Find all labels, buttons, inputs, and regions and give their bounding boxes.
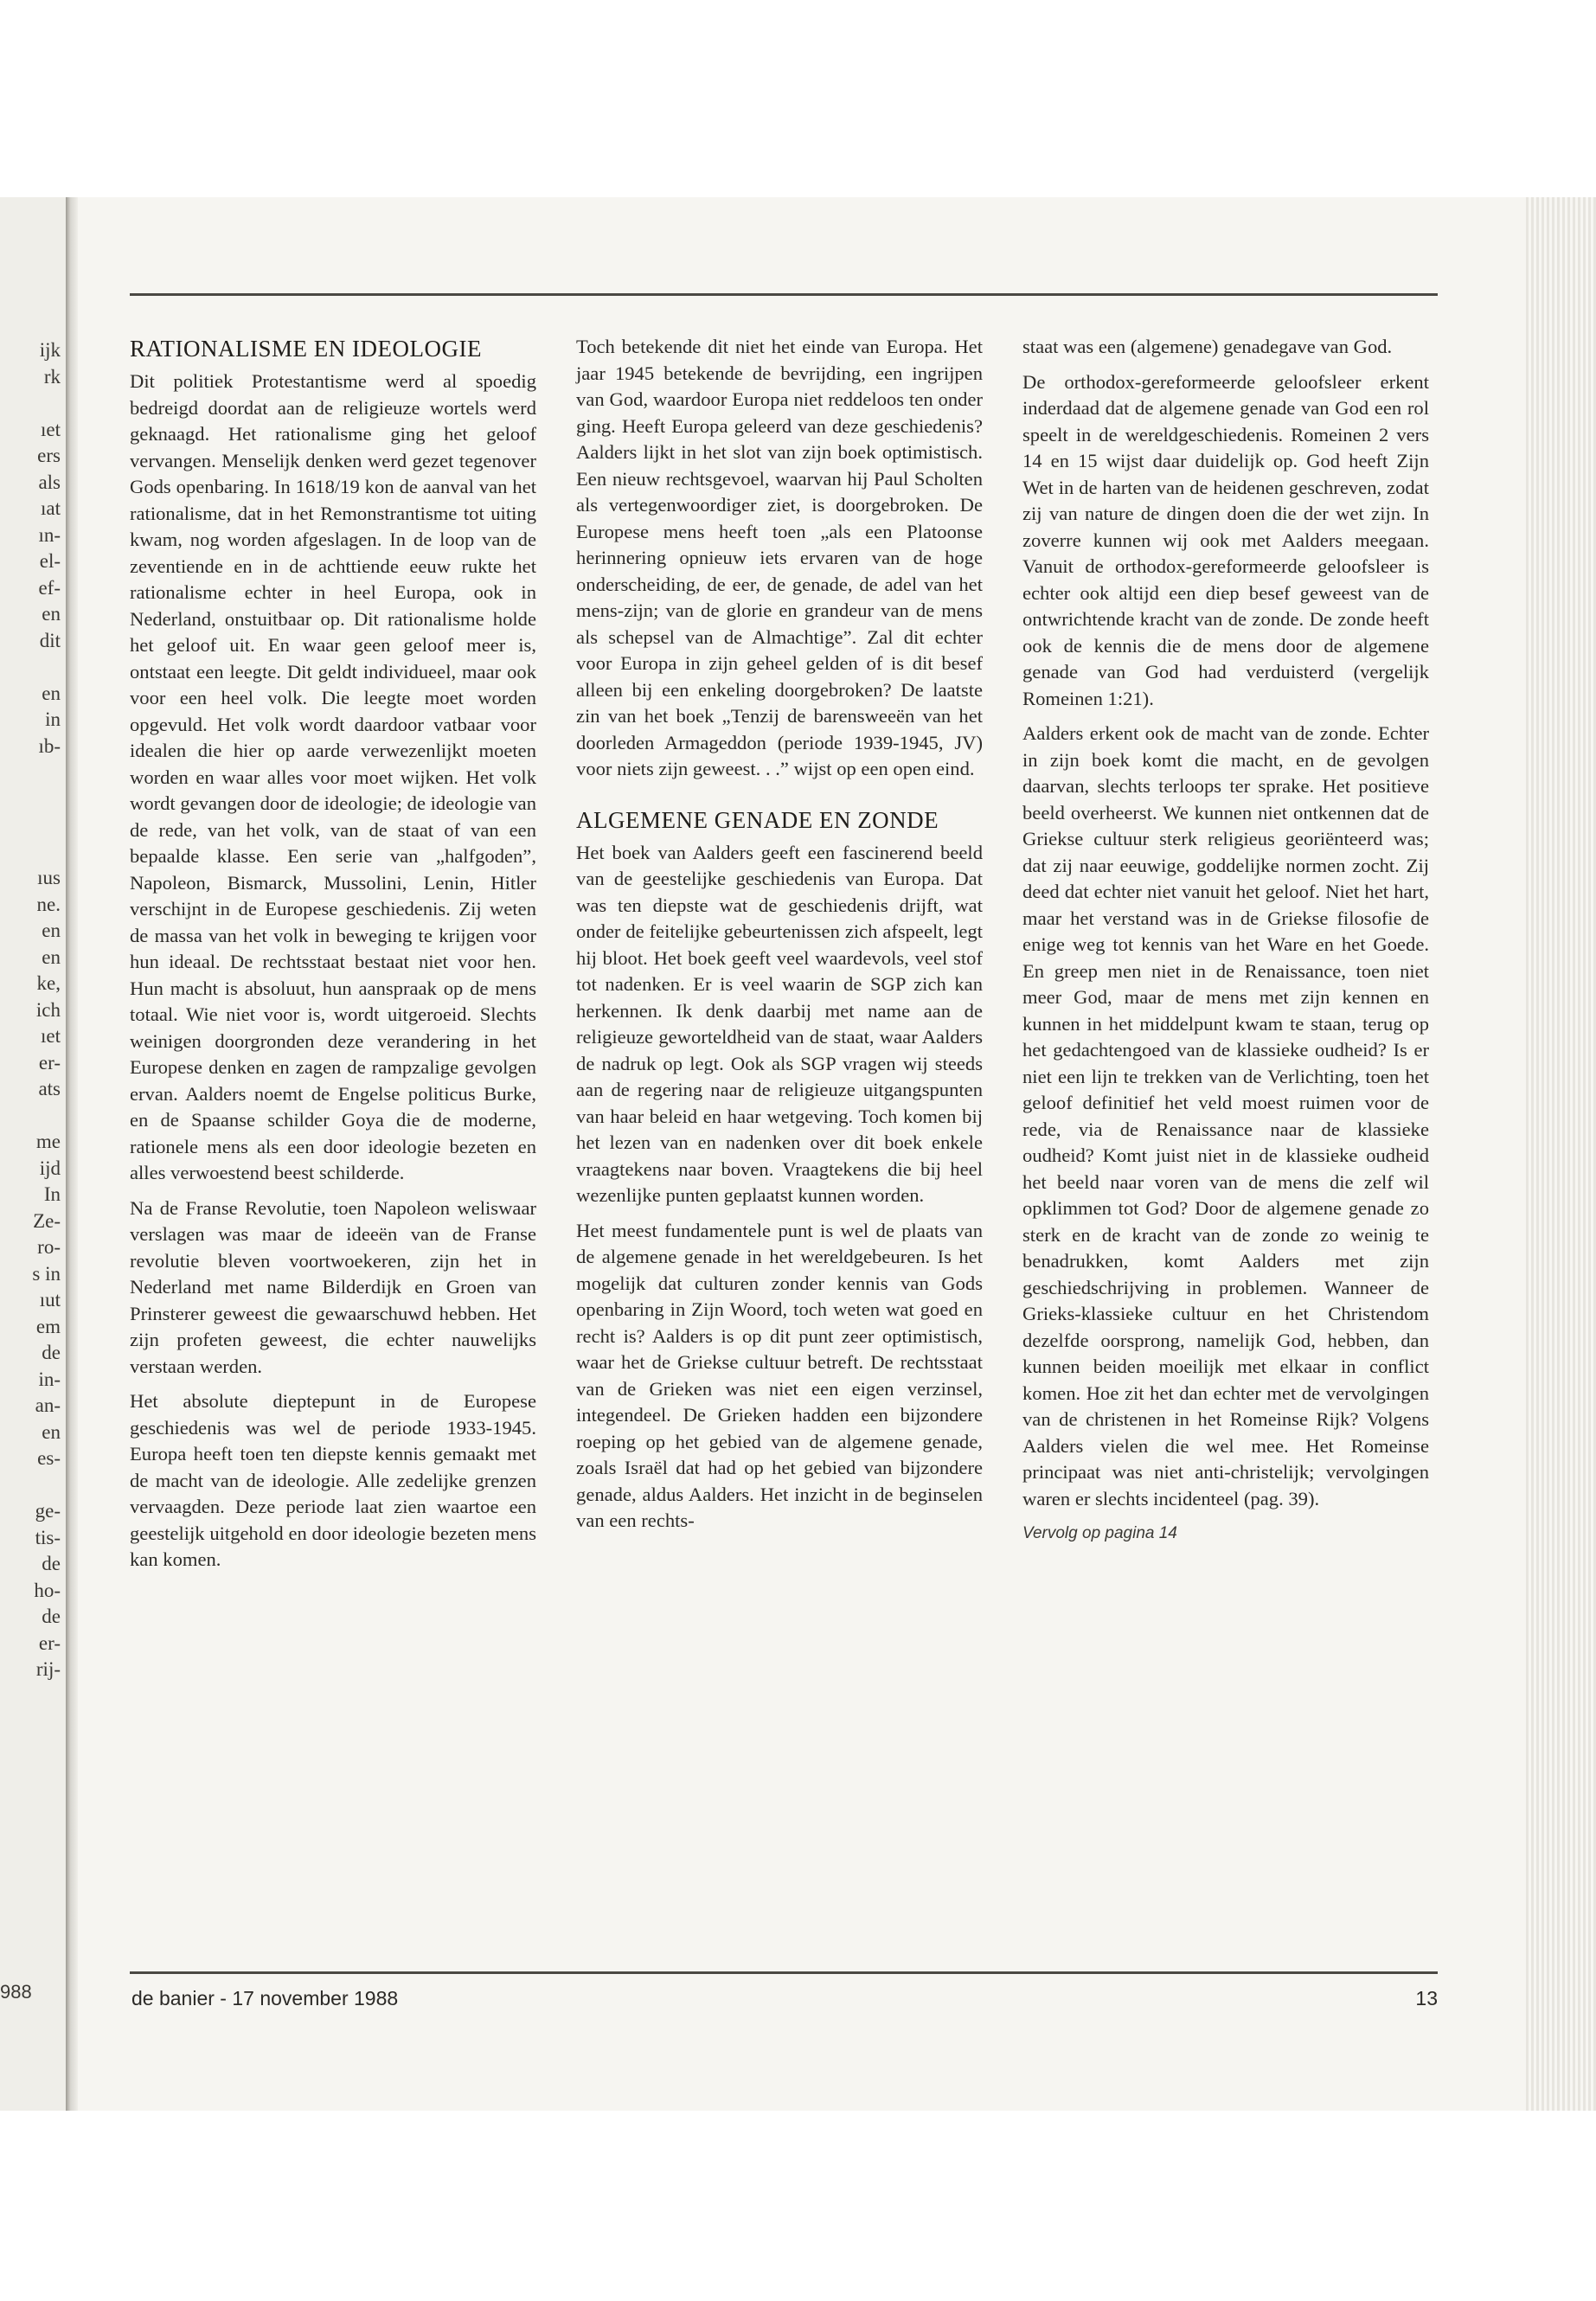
facing-page-fragment: ıet [41,1025,61,1047]
facing-page-strip [0,197,73,2111]
page-edges [1526,197,1596,2111]
column-2 [576,334,983,1535]
facing-page-fragment: ats [38,1078,61,1099]
paragraph: Na de Franse Revolutie, toen Napoleon weliswaar verslagen was maar de ideeën van de Franse revolutie bleven voortwoekeren, zijn het in Nederland met name Bilderdijk en Groen van Prinsterer geweest die gewaarschuwd hebben. Het zijn profeten geweest, die echter nauwelijks verstaan werden. [130,1196,536,1377]
column-3 [1022,334,1429,1548]
paragraph: staat was een (algemene) genadegave van God. [1022,336,1393,357]
facing-page-fragment: ers [37,445,61,466]
paragraph: Toch betekende dit niet het einde van Europa. Het jaar 1945 betekende de bevrijding, een ingrijpen van God, waardoor Europa niet reddeloos ten onder ging. Heeft Europa geleerd van deze geschiedenis? Aalders lijkt in het slot van zijn boek optimistisch. Een nieuw rechtsgevoel, waarvan hij Paul Scholten als vertegenwoordiger ziet, is doorgebroken. De Europese mens heeft toen „als een Platoonse herinnering opnieuw iets ervaren van de hoge onderscheiding, de eer, de genade, de adel van het mens-zijn; van de glorie en grandeur van de mens als schepsel van de Almachtige”. Zal dit echter voor Europa in zijn geheel gelden of is dit besef alleen bij een enkeling doorgebroken? De laatste zin van het boek „Tenzij de barensweeën van het doorleden Armageddon (periode 1939-1945, JV) voor niets zijn geweest. . .” wijst op een open eind. [576,336,983,779]
facing-page-fragment: en [42,945,61,968]
facing-page-fragment: an- [35,1394,61,1416]
facing-page-fragment: de [42,1606,61,1627]
paragraph: De orthodox-gereformeerde geloofsleer erkent inderdaad dat de algemene genade van God een rol speelt in de wereldgeschiedenis. Romeinen 2 vers 14 en 15 wijst daar duidelijk op. God heeft Zijn Wet in de harten van de heidenen geschreven, zodat zij van nature de dingen doen die der wet zijn. In zoverre kunnen wij ook met Aalders meegaan. Vanuit de orthodox-gereformeerde geloofsleer is echter ook altijd een diep besef geweest van de ontwrichtende kracht van de zonde. De zonde heeft ook de kennis die de mens door de algemene genade van God had verduisterd (vergelijk Romeinen 1:21). [1022,370,1429,709]
facing-page-fragment: me [35,1131,61,1152]
facing-page-fragment: en [42,1420,61,1443]
paragraph: Dit politiek Protestantisme werd al spoedig bedreigd doordat aan de religieuze wortels werd geknaagd. Het rationalisme ging het geloof vervangen. Menselijk denken werd gezet tegenover Gods openbaring. In 1618/19 kon de aanval van het rationalisme, dat in het Remonstrantisme tot uiting kwam, nog worden afgeslagen. In de loop van de zeventiende en in de achttiende eeuw rukte het rationalisme echter in heel Europa, ook in Nederland, onstuitbaar op. Dit rationalisme holde het geloof uit. En waar geen geloof meer is, ontstaat een leegte. Dit geldt individueel, maar ook voor een heel volk. Die leegte moet worden opgevuld. Het volk wordt daardoor vatbaar voor idealen die hier op aarde verwezenlijkt moeten worden en waar alles voor moet wijken. Het volk wordt gevangen door de ideologie; de ideologie van de rede, van het volk, van de staat of van een bepaalde klasse. Een serie van „halfgoden”, Napoleon, Bismarck, Mussolini, Lenin, Hitler verschijnt in de Europese geschiedenis. Zij weten de massa van het volk in beweging te krijgen voor hun ideaal. De rechtsstaat bestaat niet voor hen. Hun macht is absoluut, hun aanspraak op de mens totaal. Wie niet voor is, wordt uitgeroeid. Slechts weinigen doorgronden deze verandering in het Europese denken en zagen de rampzalige gevolgen ervan. Aalders noemt de Engelse politicus Burke, en de Spaanse schilder Goya die de moderne, rationele mens als een door ideologie bezeten en alles verwoestend beest schilderde. [130,370,536,1183]
facing-page-fragment: Ze- [33,1209,61,1232]
page-number: 13 [1415,1987,1438,2009]
facing-page-fragment: ke, [36,972,61,994]
facing-page-fragment: ıet [41,418,61,440]
facing-page-fragment: In [43,1183,61,1205]
facing-page-fragment: en [42,682,61,704]
facing-page-fragment: ijd [39,1157,61,1179]
facing-page-fragment: ge- [35,1500,61,1522]
section-heading-algemene-genade: ALGEMENE GENADE EN ZONDE [576,806,939,833]
facing-page-fragment: de [42,1553,61,1574]
book-gutter [66,197,78,2111]
facing-page-fragment: in- [38,1368,61,1390]
facing-page-fragment: in [45,708,61,730]
facing-page-fragment: rij- [35,1658,61,1680]
facing-page-fragment: ıus [37,867,61,888]
facing-page-fragment: es- [37,1447,61,1469]
facing-page-fragment: de [42,1342,61,1363]
publication-date: de banier - 17 november 1988 [131,1987,399,2009]
facing-page-fragment: ef- [38,576,61,599]
section-heading-rationalisme: RATIONALISME EN IDEOLOGIE [130,336,482,362]
paragraph: Het boek van Aalders geeft een fascinerend beeld van de geestelijke geschiedenis van Europa. Dat was ten diepste wat de geschiedenis drijft, wat onder de feitelijke gebeurtenissen zich afspeelt, legt hij bloot. Het boek geeft veel waardevols, veel stof tot nadenken. Er is veel waarin de SGP zich kan herkennen. Ik denk daarbij met name aan de religieuze geworteldheid van de staat, waar Aalders de nadruk op legt. Ook als SGP vragen wij steeds aan de regering naar de religieuze uitgangspunten van haar beleid en haar wetgeving. Toch komen bij het lezen van en nadenken over dit boek enkele vraagtekens naar boven. Vraagtekens die bij heel wezenlijke punten geplaatst kunnen worden. [576,841,983,1206]
facing-page-fragment: ıat [41,497,61,519]
paragraph: Het meest fundamentele punt is wel de plaats van de algemene genade in het wereldgebeuren. Is het mogelijk dat culturen zonder kennis van Gods openbaring in Zijn Woord, toch weten wat goed en recht is? Aalders is op dit punt zeer optimistisch, waar het de Griekse cultuur betreft. De rechtsstaat van de Grieken was niet een eigen verzinsel, integendeel. De Grieken hadden een bijzondere roeping op het gebied van de algemene genade, zoals Israël dat had op het gebied van bijzondere genade, aldus Aalders. Het inzicht in de beginselen van een rechts- [576,1219,983,1531]
facing-page-fragment: el- [39,550,61,572]
facing-page-fragment: er- [38,1051,61,1074]
top-rule [130,293,1438,296]
facing-page-fragment: ijk [39,339,61,361]
facing-page-fragment: em [35,1315,61,1337]
facing-page-fragment: ich [35,998,61,1021]
facing-page-fragment: ın- [38,523,61,546]
facing-page-fragment: er- [38,1631,61,1654]
facing-page-fragment: ıut [39,1289,61,1311]
column-1 [130,334,536,1574]
bottom-margin [0,2111,1596,2301]
facing-page-fragment: ro- [37,1236,61,1258]
facing-page-year: 988 [0,1981,32,2003]
paragraph: Het absolute dieptepunt in de Europese geschiedenis was wel de periode 1933-1945. Europa heeft toen ten diepste kennis gemaakt met de macht van de ideologie. Alle zedelijke grenzen vervaagden. Deze periode laat zien waartoe een geestelijk uitgehold en door ideologie bezeten mens kan komen. [130,1390,536,1570]
continued-notice: Vervolg op pagina 14 [1022,1524,1177,1542]
facing-page-fragment: en [42,920,61,941]
top-margin [0,0,1596,197]
facing-page-fragment: dit [39,629,61,651]
paragraph: Aalders erkent ook de macht van de zonde. Echter in zijn boek komt die macht, en de gevolgen daarvan, slechts terloops ter sprake. Het positieve beeld overheerst. We kunnen niet ontkennen dat de Griekse cultuur sterk religieus georiënteerd was; dat zij naar eeuwige, goddelijke normen zocht. Zij deed dat echter niet vanuit het geloof. Niet het hart, maar het verstand was in de Griekse filosofie de enige weg tot kennis van het Ware en het Goede. En greep men niet in de Renaissance, toen niet meer God, maar de mens met zijn kennen en kunnen in het middelpunt kwam te staan, terug op het gedachtengoed van de klassieke oudheid? Is er niet een lijn te trekken van de Verlichting, toen het geloof definitief het veld moest ruimen voor de rede, via de Renaissance naar de klassieke oudheid? Komt juist niet in de klassieke oudheid het beeld naar voren van de mens die zelf wil opklimmen tot God? Door de algemene genade zo sterk en de kracht van de zonde zo weinig te benadrukken, komt Aalders met zijn geschiedschrijving in problemen. Wanneer de Grieks-klassieke cultuur en het Christendom dezelfde oorsprong, namelijk God, hebben, dan kunnen beiden moeilijk met elkaar in conflict komen. Hoe zit het dan echter met de vervolgingen van de christenen in het Romeinse Rijk? Volgens Aalders vielen die wel mee. Het Romeinse principaat was niet anti-christelijk; vervolgingen waren er slechts incidenteel (pag. 39). [1022,722,1429,1509]
facing-page-fragment: s in [32,1262,61,1285]
facing-page-fragment: als [38,471,61,493]
facing-page-fragment: ho- [34,1579,61,1601]
facing-page-fragment: rk [43,365,61,388]
facing-page-fragment: en [42,603,61,625]
bottom-rule [130,1971,1438,1974]
facing-page-fragment: ne. [36,893,61,915]
facing-page-fragment: tis- [35,1526,61,1548]
facing-page-fragment: ıb- [38,734,61,757]
